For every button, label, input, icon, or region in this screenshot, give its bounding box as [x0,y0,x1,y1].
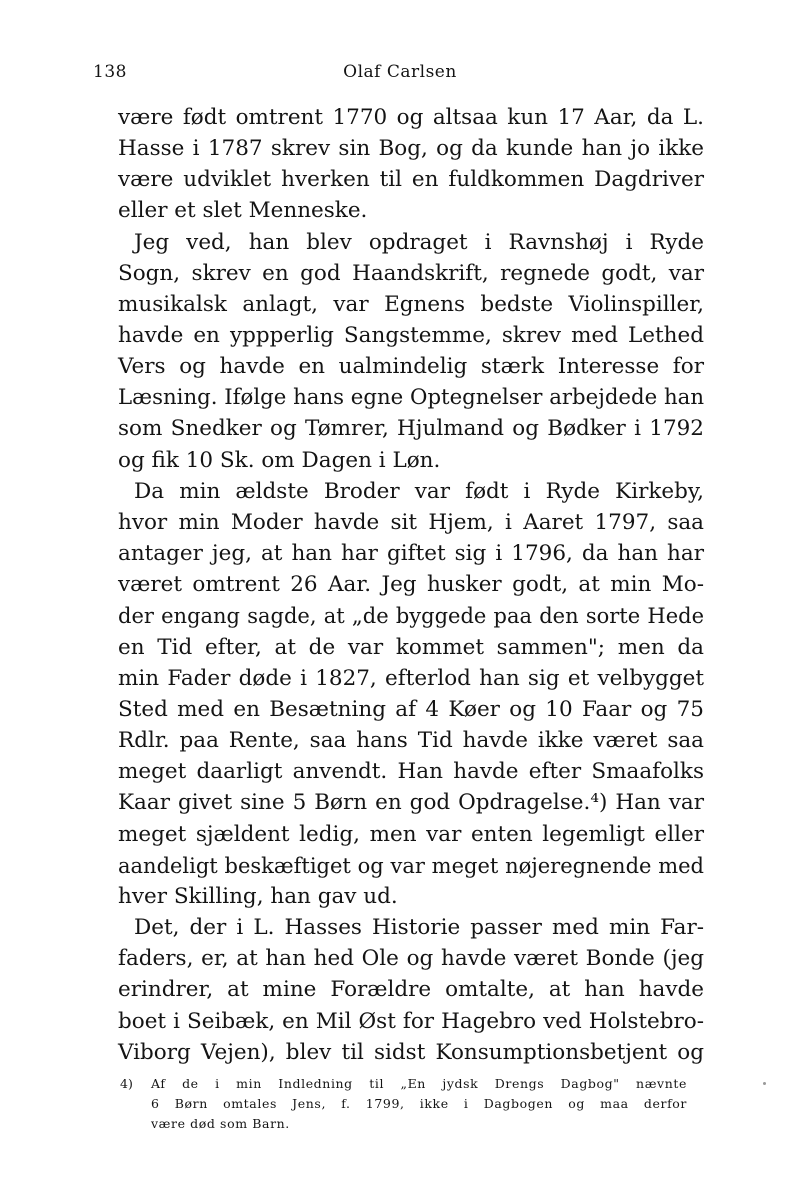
text-line: Jeg ved, han blev opdraget i Ravnshøj i Ryde [134,230,704,255]
footnote-marker: 4) [120,1076,133,1091]
paper-speck [763,1082,766,1085]
text-line: erindrer, at mine Forældre omtalte, at han havde [118,977,704,1002]
text-line: Kaar givet sine 5 Børn en god Opdragelse.⁴) Han var [118,790,704,815]
text-line: faders, er, at han hed Ole og havde været Bonde (jeg [118,946,704,971]
text-line: som Snedker og Tømrer, Hjulmand og Bødker i 1792 [118,416,704,441]
text-line: hvor min Moder havde sit Hjem, i Aaret 1797, saa [118,510,704,535]
text-line: der engang sagde, at „de byggede paa den sorte Hede [118,604,704,628]
text-line: og fik 10 Sk. om Dagen i Løn. [118,448,441,473]
text-line: meget sjældent ledig, men var enten legemligt eller [118,822,704,847]
text-line: Sted med en Besætning af 4 Køer og 10 Faar og 75 [118,697,704,722]
page-number: 138 [93,62,127,82]
running-title: Olaf Carlsen [343,62,457,82]
footnote-line: Af de i min Indledning til „En jydsk Drengs Dagbog" nævnte [151,1076,687,1091]
text-line: Vers og havde en ualmindelig stærk Interesse for [118,354,704,379]
text-line: antager jeg, at han har giftet sig i 1796, da han har [118,541,704,566]
text-line: aandeligt beskæftiget og var meget nøjeregnende med [118,854,704,878]
text-line: eller et slet Menneske. [118,198,368,223]
text-line: Da min ældste Broder var født i Ryde Kirkeby, [134,479,704,504]
text-line: hver Skilling, han gav ud. [118,884,398,909]
text-line: meget daarligt anvendt. Han havde efter Smaafolks [118,759,704,784]
text-line: Det, der i L. Hasses Historie passer med min Far- [134,915,704,940]
text-line: en Tid efter, at de var kommet sammen"; men da [118,635,704,660]
text-line: havde en yppperlig Sangstemme, skrev med Lethed [118,323,704,348]
text-line: boet i Seibæk, en Mil Øst for Hagebro ved Holstebro- [118,1009,704,1034]
footnote-line: 6 Børn omtales Jens, f. 1799, ikke i Dagbogen og maa derfor [151,1096,687,1111]
text-line: Rdlr. paa Rente, saa hans Tid havde ikke været saa [118,728,704,753]
text-line: Viborg Vejen), blev til sidst Konsumptionsbetjent og [118,1040,704,1065]
text-line: være udviklet hverken til en fuldkommen Dagdriver [118,167,704,192]
text-line: musikalsk anlagt, var Egnens bedste Violinspiller, [118,292,704,317]
text-line: Hasse i 1787 skrev sin Bog, og da kunde han jo ikke [118,136,704,161]
text-line: være født omtrent 1770 og altsaa kun 17 Aar, da L. [118,105,704,130]
footnote-line: være død som Barn. [151,1116,290,1131]
text-line: Sogn, skrev en god Haandskrift, regnede godt, var [118,261,704,286]
text-line: min Fader døde i 1827, efterlod han sig et velbygget [118,666,704,691]
text-line: Læsning. Ifølge hans egne Optegnelser arbejdede han [118,385,704,410]
text-line: været omtrent 26 Aar. Jeg husker godt, at min Mo- [118,572,704,597]
